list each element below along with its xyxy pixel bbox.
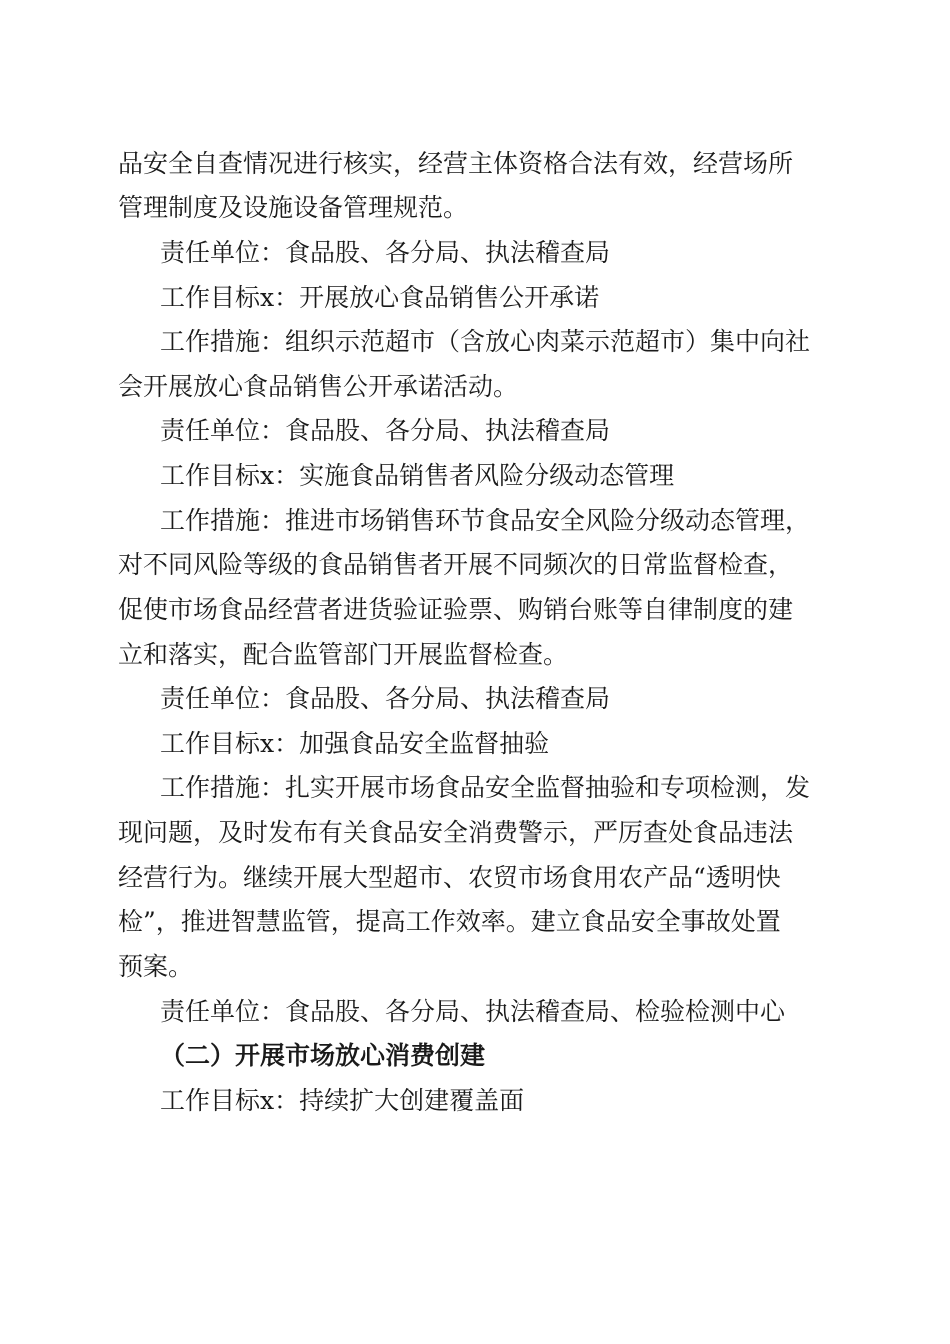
paragraph-line: 预案。: [118, 952, 194, 981]
paragraph-line: 立和落实，配合监管部门开展监督检查。: [118, 640, 569, 669]
paragraph-line: 促使市场食品经营者进货验证验票、购销台账等自律制度的建: [118, 595, 794, 624]
responsible-unit-line: 责任单位：食品股、各分局、执法稽查局、检验检测中心: [160, 997, 786, 1026]
work-measure-line: 工作措施：扎实开展市场食品安全监督抽验和专项检测，发: [160, 773, 811, 802]
paragraph-line: 管理制度及设施设备管理规范。: [118, 193, 469, 222]
responsible-unit-line: 责任单位：食品股、各分局、执法稽查局: [160, 684, 611, 713]
work-goal-line: 工作目标x：加强食品安全监督抽验: [160, 729, 550, 758]
paragraph-line: 现问题，及时发布有关食品安全消费警示，严厉查处食品违法: [118, 818, 794, 847]
work-goal-line: 工作目标x：开展放心食品销售公开承诺: [160, 283, 600, 312]
work-measure-line: 工作措施：组织示范超市（含放心肉菜示范超市）集中向社: [160, 327, 811, 356]
paragraph-line: 对不同风险等级的食品销售者开展不同频次的日常监督检查，: [118, 550, 794, 579]
section-heading: （二）开展市场放心消费创建: [160, 1041, 486, 1070]
paragraph-line: 检”，推进智慧监管，提高工作效率。建立食品安全事故处置: [118, 907, 781, 936]
paragraph-line: 经营行为。继续开展大型超市、农贸市场食用农产品“透明快: [118, 863, 781, 892]
responsible-unit-line: 责任单位：食品股、各分局、执法稽查局: [160, 238, 611, 267]
work-measure-line: 工作措施：推进市场销售环节食品安全风险分级动态管理，: [160, 506, 811, 535]
work-goal-line: 工作目标x：实施食品销售者风险分级动态管理: [160, 461, 675, 490]
work-goal-line: 工作目标x：持续扩大创建覆盖面: [160, 1086, 525, 1115]
paragraph-line: 品安全自查情况进行核实，经营主体资格合法有效，经营场所: [118, 149, 794, 178]
responsible-unit-line: 责任单位：食品股、各分局、执法稽查局: [160, 416, 611, 445]
paragraph-line: 会开展放心食品销售公开承诺活动。: [118, 372, 519, 401]
